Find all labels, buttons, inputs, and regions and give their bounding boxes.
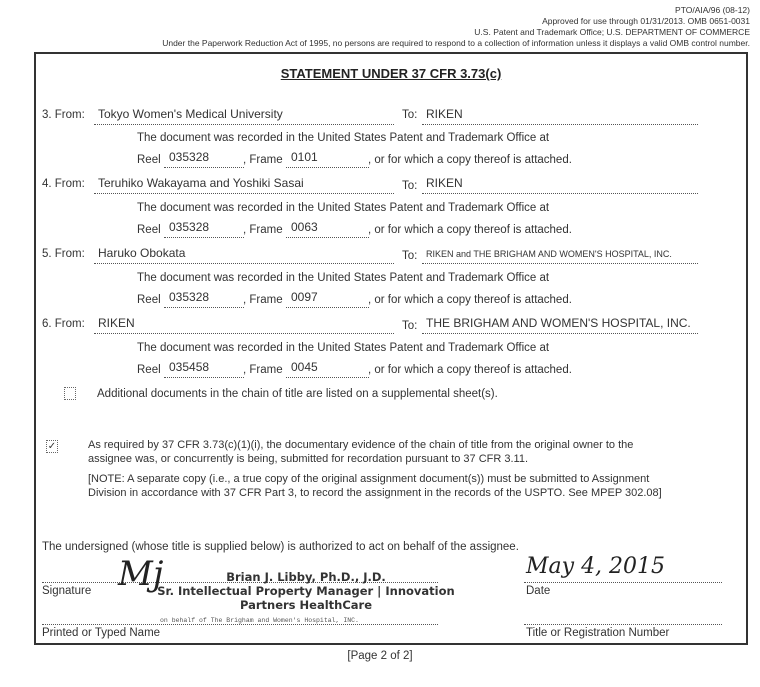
to-field[interactable]: RIKEN bbox=[426, 107, 463, 121]
required-line-1: As required by 37 CFR 3.73(c)(1)(i), the documentary evidence of the chain of title from the original owner to the bbox=[88, 439, 634, 451]
recorded-text: The document was recorded in the United States Patent and Trademark Office at bbox=[137, 272, 550, 284]
signer-title: Sr. Intellectual Property Manager | Innovation bbox=[157, 584, 455, 598]
to-underline bbox=[422, 333, 698, 334]
required-evidence-text bbox=[88, 439, 633, 466]
additional-docs-text: Additional documents in the chain of title are listed on a supplemental sheet(s). bbox=[97, 388, 498, 400]
from-field[interactable]: Haruko Obokata bbox=[98, 246, 186, 260]
printed-name-line bbox=[42, 624, 438, 625]
from-label: 4. From: bbox=[42, 178, 85, 190]
frame-underline bbox=[286, 237, 369, 238]
reel-underline bbox=[164, 237, 244, 238]
copy-text: , or for which a copy thereof is attached. bbox=[368, 154, 572, 166]
note-line-2: Division in accordance with 37 CFR Part 3, to record the assignment in the records of the USPTO. See MPEP 302.08] bbox=[88, 486, 662, 499]
reel-field[interactable]: 035458 bbox=[169, 360, 210, 374]
to-underline bbox=[422, 124, 698, 125]
signer-name: Brian J. Libby, Ph.D., J.D. bbox=[226, 570, 386, 584]
to-underline bbox=[422, 263, 698, 264]
to-label: To: bbox=[402, 109, 418, 121]
required-line-2: assignee was, or concurrently is being, submitted for recordation pursuant to 37 CFR 3.11. bbox=[88, 452, 529, 465]
undersigned-text: The undersigned (whose title is supplied below) is authorized to act on behalf of the assignee. bbox=[42, 541, 519, 553]
frame-field[interactable]: 0063 bbox=[291, 220, 318, 234]
from-field[interactable]: RIKEN bbox=[98, 316, 135, 330]
frame-label: , Frame bbox=[243, 294, 283, 306]
from-label: 5. From: bbox=[42, 248, 85, 260]
frame-label: , Frame bbox=[243, 154, 283, 166]
from-label: 6. From: bbox=[42, 318, 85, 330]
reel-underline bbox=[164, 377, 244, 378]
from-field[interactable]: Tokyo Women's Medical University bbox=[98, 107, 283, 121]
reel-field[interactable]: 035328 bbox=[169, 150, 210, 164]
printed-name-label: Printed or Typed Name bbox=[42, 627, 161, 639]
signer-org: Partners HealthCare bbox=[239, 598, 373, 612]
reel-label: Reel bbox=[137, 224, 161, 236]
copy-text: , or for which a copy thereof is attached. bbox=[368, 294, 572, 306]
from-underline bbox=[94, 263, 394, 264]
note-line-1: [NOTE: A separate copy (i.e., a true copy of the original assignment document(s)) must be submitted to Assignment bbox=[88, 473, 650, 485]
date-field[interactable]: May 4, 2015 bbox=[526, 554, 666, 579]
date-line bbox=[524, 582, 722, 583]
paperwork-notice: Under the Paperwork Reduction Act of 1995, no persons are required to respond to a collection of information unless it displays a valid OMB control number. bbox=[162, 38, 750, 48]
frame-underline bbox=[286, 307, 369, 308]
from-underline bbox=[94, 333, 394, 334]
from-field[interactable]: Teruhiko Wakayama and Yoshiki Sasai bbox=[98, 176, 304, 190]
signature-label: Signature bbox=[42, 585, 92, 597]
recorded-text: The document was recorded in the United States Patent and Trademark Office at bbox=[137, 132, 550, 144]
from-underline bbox=[94, 193, 394, 194]
frame-label: , Frame bbox=[243, 364, 283, 376]
date-label: Date bbox=[526, 585, 551, 597]
copy-text: , or for which a copy thereof is attached. bbox=[368, 364, 572, 376]
reel-label: Reel bbox=[137, 364, 161, 376]
title-label: Title or Registration Number bbox=[526, 627, 670, 639]
frame-field[interactable]: 0097 bbox=[291, 290, 318, 304]
form-id: PTO/AIA/96 (08-12) bbox=[675, 5, 750, 15]
reel-field[interactable]: 035328 bbox=[169, 290, 210, 304]
recorded-text: The document was recorded in the United States Patent and Trademark Office at bbox=[137, 342, 550, 354]
note-text bbox=[88, 473, 662, 500]
recorded-text: The document was recorded in the United States Patent and Trademark Office at bbox=[137, 202, 550, 214]
statement-form bbox=[34, 52, 748, 645]
additional-docs-checkbox[interactable] bbox=[64, 387, 76, 400]
to-label: To: bbox=[402, 250, 418, 262]
approval-text: Approved for use through 01/31/2013. OMB 0651-0031 bbox=[542, 16, 750, 26]
title-line bbox=[524, 624, 722, 625]
reel-underline bbox=[164, 167, 244, 168]
to-label: To: bbox=[402, 180, 418, 192]
reel-label: Reel bbox=[137, 154, 161, 166]
reel-field[interactable]: 035328 bbox=[169, 220, 210, 234]
frame-underline bbox=[286, 167, 369, 168]
frame-underline bbox=[286, 377, 369, 378]
to-field[interactable]: RIKEN bbox=[426, 176, 463, 190]
agency-text: U.S. Patent and Trademark Office; U.S. DEPARTMENT OF COMMERCE bbox=[474, 27, 750, 37]
signer-block bbox=[156, 570, 456, 612]
on-behalf-text: on behalf of The Brigham and Women's Hospital, INC. bbox=[160, 617, 359, 624]
to-field[interactable]: RIKEN and THE BRIGHAM AND WOMEN'S HOSPITAL, INC. bbox=[426, 249, 672, 259]
to-underline bbox=[422, 193, 698, 194]
frame-label: , Frame bbox=[243, 224, 283, 236]
to-field[interactable]: THE BRIGHAM AND WOMEN'S HOSPITAL, INC. bbox=[426, 316, 691, 330]
from-underline bbox=[94, 124, 394, 125]
signature-mark[interactable]: Mj bbox=[118, 554, 164, 594]
form-title: STATEMENT UNDER 37 CFR 3.73(c) bbox=[280, 66, 502, 81]
reel-label: Reel bbox=[137, 294, 161, 306]
page-number: [Page 2 of 2] bbox=[347, 650, 413, 662]
frame-field[interactable]: 0101 bbox=[291, 150, 318, 164]
from-label: 3. From: bbox=[42, 109, 85, 121]
copy-text: , or for which a copy thereof is attached. bbox=[368, 224, 572, 236]
frame-field[interactable]: 0045 bbox=[291, 360, 318, 374]
required-evidence-checkbox[interactable]: ✓ bbox=[47, 441, 57, 452]
reel-underline bbox=[164, 307, 244, 308]
to-label: To: bbox=[402, 320, 418, 332]
